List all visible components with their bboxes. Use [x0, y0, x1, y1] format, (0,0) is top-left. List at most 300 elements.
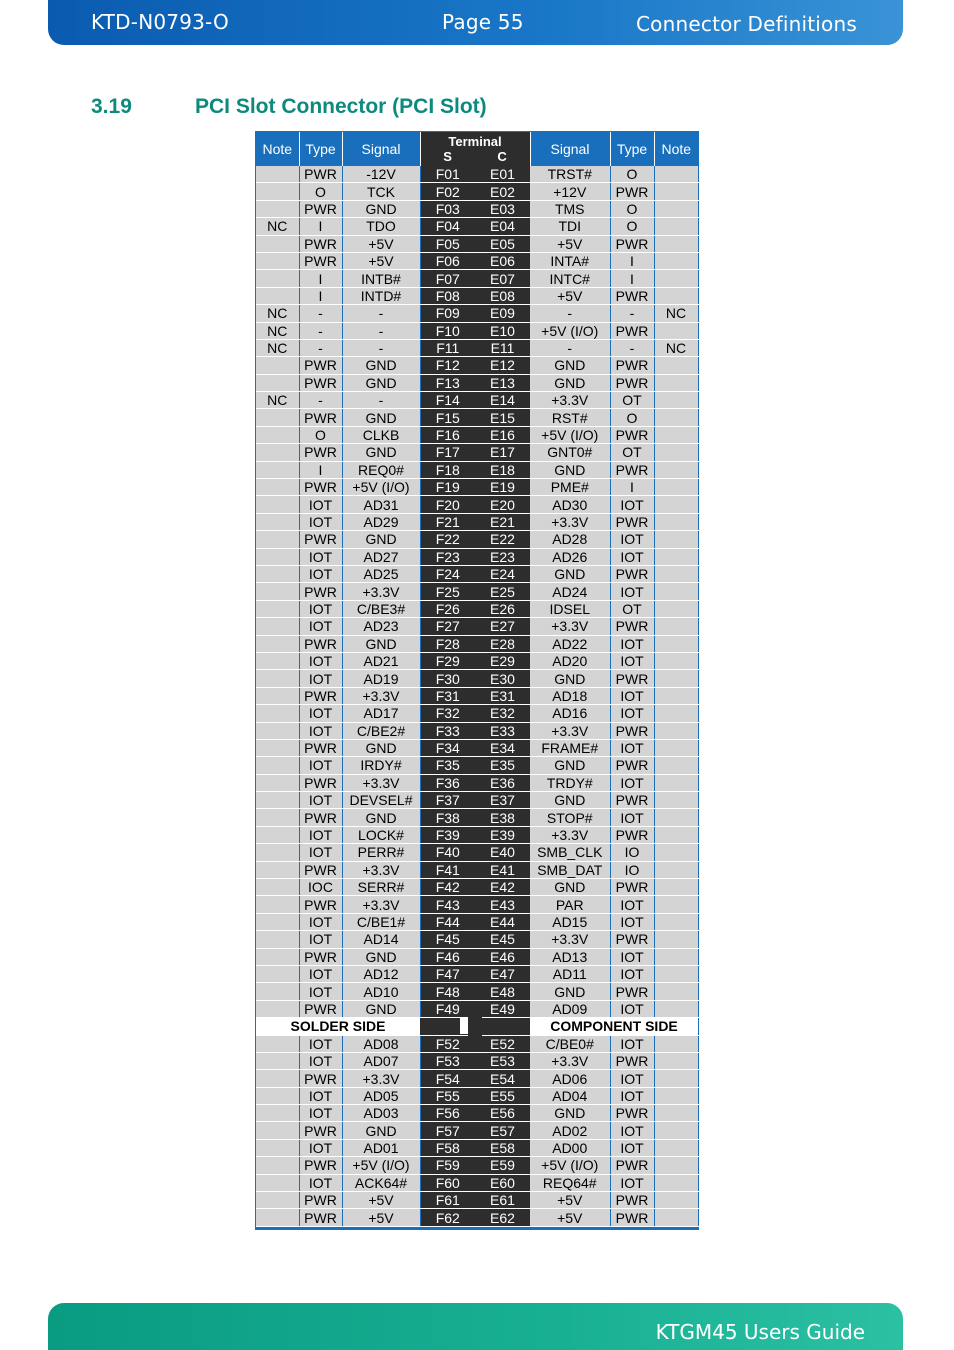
cell-signal-right: TRST#: [530, 166, 610, 183]
cell-note-left: [256, 461, 299, 478]
cell-type-left: PWR: [299, 809, 342, 826]
cell-signal-left: REQ0#: [342, 461, 420, 478]
cell-signal-left: -: [342, 339, 420, 356]
cell-type-left: IOT: [299, 792, 342, 809]
cell-signal-right: PME#: [530, 479, 610, 496]
cell-type-left: PWR: [299, 374, 342, 391]
cell-signal-left: GND: [342, 635, 420, 652]
cell-type-right: IOT: [610, 583, 654, 600]
cell-signal-right: AD24: [530, 583, 610, 600]
cell-signal-right: INTA#: [530, 252, 610, 269]
cell-type-left: IOT: [299, 618, 342, 635]
cell-signal-left: -12V: [342, 166, 420, 183]
cell-terminal-s: F07: [420, 270, 475, 287]
cell-note-left: [256, 1087, 299, 1104]
cell-note-right: NC: [654, 305, 698, 322]
cell-note-left: [256, 531, 299, 548]
table-row: [256, 1052, 698, 1069]
cell-signal-right: +5V (I/O): [530, 1157, 610, 1174]
cell-terminal-c: E46: [475, 948, 530, 965]
cell-signal-right: AD09: [530, 1000, 610, 1017]
table-row: [256, 305, 698, 322]
cell-terminal-c: E16: [475, 426, 530, 443]
cell-type-left: IOT: [299, 1087, 342, 1104]
table-row: [256, 392, 698, 409]
cell-signal-right: SMB_DAT: [530, 861, 610, 878]
cell-note-right: [654, 792, 698, 809]
cell-terminal-c: E56: [475, 1105, 530, 1122]
cell-terminal-s: F26: [420, 600, 475, 617]
section-heading: PCI Slot Connector (PCI Slot): [195, 95, 487, 118]
table-row: [256, 861, 698, 878]
cell-terminal-s: F17: [420, 444, 475, 461]
cell-note-left: [256, 896, 299, 913]
component-side-label: COMPONENT SIDE: [530, 1018, 698, 1035]
cell-terminal-c: E33: [475, 722, 530, 739]
cell-signal-left: +3.3V: [342, 687, 420, 704]
cell-signal-left: GND: [342, 948, 420, 965]
cell-note-left: [256, 757, 299, 774]
cell-note-right: NC: [654, 339, 698, 356]
cell-type-left: IOT: [299, 757, 342, 774]
cell-signal-left: +3.3V: [342, 861, 420, 878]
cell-signal-right: +5V: [530, 1209, 610, 1226]
cell-terminal-s: F32: [420, 705, 475, 722]
cell-terminal-s: F27: [420, 618, 475, 635]
cell-terminal-s: F38: [420, 809, 475, 826]
cell-type-left: PWR: [299, 1157, 342, 1174]
cell-signal-right: TDI: [530, 218, 610, 235]
cell-type-right: O: [610, 166, 654, 183]
table-row: [256, 983, 698, 1000]
pci-pinout-table-frame: [255, 131, 699, 1230]
cell-terminal-s: F60: [420, 1174, 475, 1191]
cell-signal-right: +3.3V: [530, 931, 610, 948]
cell-note-right: [654, 913, 698, 930]
table-row: [256, 409, 698, 426]
cell-type-right: I: [610, 270, 654, 287]
cell-type-left: PWR: [299, 861, 342, 878]
cell-type-right: OT: [610, 392, 654, 409]
cell-type-left: PWR: [299, 1209, 342, 1226]
cell-type-left: IOC: [299, 879, 342, 896]
cell-terminal-c: E45: [475, 931, 530, 948]
cell-type-left: PWR: [299, 252, 342, 269]
cell-type-right: IOT: [610, 1174, 654, 1191]
cell-signal-right: RST#: [530, 409, 610, 426]
cell-type-left: IOT: [299, 652, 342, 669]
cell-note-right: [654, 461, 698, 478]
table-row: [256, 339, 698, 356]
cell-signal-left: AD07: [342, 1052, 420, 1069]
table-row: [256, 1209, 698, 1226]
cell-type-left: PWR: [299, 1122, 342, 1139]
cell-terminal-s: F22: [420, 531, 475, 548]
header-note-right: Note: [654, 132, 698, 166]
cell-signal-left: TDO: [342, 218, 420, 235]
cell-note-left: [256, 496, 299, 513]
cell-terminal-s: F41: [420, 861, 475, 878]
table-row: [256, 426, 698, 443]
cell-signal-right: +12V: [530, 183, 610, 200]
cell-signal-left: AD14: [342, 931, 420, 948]
cell-type-left: IOT: [299, 705, 342, 722]
cell-terminal-c: E53: [475, 1052, 530, 1069]
cell-terminal-c: E57: [475, 1122, 530, 1139]
page-number: Page 55: [442, 10, 524, 34]
cell-terminal-s: F06: [420, 252, 475, 269]
cell-note-right: [654, 392, 698, 409]
cell-note-left: NC: [256, 392, 299, 409]
cell-terminal-c: E15: [475, 409, 530, 426]
cell-terminal-c: E54: [475, 1070, 530, 1087]
cell-terminal-c: E40: [475, 844, 530, 861]
cell-note-left: [256, 670, 299, 687]
table-row: [256, 931, 698, 948]
table-row: [256, 461, 698, 478]
cell-type-right: PWR: [610, 513, 654, 530]
cell-note-right: [654, 235, 698, 252]
cell-signal-right: AD28: [530, 531, 610, 548]
table-header-row: [256, 132, 698, 166]
cell-terminal-s: F14: [420, 392, 475, 409]
cell-signal-left: DEVSEL#: [342, 792, 420, 809]
solder-side-label: SOLDER SIDE: [256, 1018, 420, 1035]
cell-note-right: [654, 252, 698, 269]
cell-type-right: IOT: [610, 1087, 654, 1104]
table-row: [256, 739, 698, 756]
cell-terminal-s: F46: [420, 948, 475, 965]
cell-signal-right: +3.3V: [530, 826, 610, 843]
cell-signal-left: +5V: [342, 1192, 420, 1209]
cell-note-left: [256, 1105, 299, 1122]
cell-note-left: [256, 931, 299, 948]
cell-terminal-s: F31: [420, 687, 475, 704]
cell-note-left: [256, 687, 299, 704]
cell-type-right: OT: [610, 444, 654, 461]
cell-type-left: IOT: [299, 1174, 342, 1191]
header-type-left: Type: [299, 132, 342, 166]
cell-terminal-s: F08: [420, 287, 475, 304]
cell-signal-left: AD27: [342, 548, 420, 565]
cell-signal-right: +3.3V: [530, 722, 610, 739]
cell-type-left: I: [299, 461, 342, 478]
cell-signal-right: GND: [530, 879, 610, 896]
document-id: KTD-N0793-O: [91, 10, 229, 34]
cell-terminal-s: F13: [420, 374, 475, 391]
cell-signal-right: GND: [530, 792, 610, 809]
cell-type-left: PWR: [299, 635, 342, 652]
cell-signal-right: +3.3V: [530, 1052, 610, 1069]
cell-note-right: [654, 1192, 698, 1209]
cell-signal-right: +5V (I/O): [530, 426, 610, 443]
table-row: [256, 218, 698, 235]
cell-note-left: [256, 1052, 299, 1069]
cell-terminal-c: E23: [475, 548, 530, 565]
cell-note-right: [654, 1070, 698, 1087]
table-row: [256, 565, 698, 582]
cell-terminal-s: F19: [420, 479, 475, 496]
cell-note-right: [654, 1035, 698, 1052]
cell-note-right: [654, 218, 698, 235]
table-row: [256, 896, 698, 913]
cell-signal-right: AD02: [530, 1122, 610, 1139]
cell-type-left: IOT: [299, 1105, 342, 1122]
cell-signal-left: ACK64#: [342, 1174, 420, 1191]
cell-type-right: IOT: [610, 496, 654, 513]
cell-terminal-s: F42: [420, 879, 475, 896]
cell-terminal-s: F12: [420, 357, 475, 374]
cell-type-left: I: [299, 270, 342, 287]
cell-note-right: [654, 826, 698, 843]
cell-signal-right: GND: [530, 983, 610, 1000]
cell-terminal-s: F01: [420, 166, 475, 183]
table-row: [256, 200, 698, 217]
cell-note-right: [654, 1139, 698, 1156]
cell-terminal-s: F05: [420, 235, 475, 252]
cell-type-right: IOT: [610, 1139, 654, 1156]
header-note-left: Note: [256, 132, 299, 166]
cell-signal-left: +5V: [342, 1209, 420, 1226]
cell-signal-right: AD26: [530, 548, 610, 565]
cell-note-right: [654, 1122, 698, 1139]
cell-type-right: PWR: [610, 287, 654, 304]
cell-note-left: [256, 705, 299, 722]
cell-type-right: O: [610, 218, 654, 235]
cell-terminal-s: F29: [420, 652, 475, 669]
cell-terminal-c: E19: [475, 479, 530, 496]
cell-type-right: PWR: [610, 565, 654, 582]
side-label-row: [256, 1018, 698, 1035]
cell-note-left: [256, 183, 299, 200]
cell-type-right: IO: [610, 844, 654, 861]
cell-terminal-s: F20: [420, 496, 475, 513]
cell-terminal-s: F28: [420, 635, 475, 652]
cell-type-right: I: [610, 479, 654, 496]
cell-signal-left: GND: [342, 531, 420, 548]
cell-signal-left: +5V (I/O): [342, 1157, 420, 1174]
cell-note-left: [256, 548, 299, 565]
cell-type-left: -: [299, 305, 342, 322]
key-gap-left: [420, 1018, 475, 1035]
cell-terminal-s: F39: [420, 826, 475, 843]
page-header: [48, 0, 903, 45]
cell-note-left: NC: [256, 339, 299, 356]
section-name: Connector Definitions: [636, 12, 857, 36]
cell-type-left: IOT: [299, 1035, 342, 1052]
table-row: [256, 652, 698, 669]
cell-terminal-c: E60: [475, 1174, 530, 1191]
cell-note-left: [256, 409, 299, 426]
cell-note-right: [654, 809, 698, 826]
cell-terminal-s: F57: [420, 1122, 475, 1139]
cell-type-left: PWR: [299, 531, 342, 548]
cell-note-left: [256, 965, 299, 982]
cell-terminal-c: E07: [475, 270, 530, 287]
cell-type-right: IOT: [610, 896, 654, 913]
cell-signal-left: AD31: [342, 496, 420, 513]
cell-signal-left: +3.3V: [342, 774, 420, 791]
cell-signal-right: +3.3V: [530, 513, 610, 530]
table-row: [256, 513, 698, 530]
cell-terminal-s: F56: [420, 1105, 475, 1122]
page-footer: [48, 1303, 903, 1350]
table-row: [256, 844, 698, 861]
cell-note-right: [654, 513, 698, 530]
cell-note-left: [256, 913, 299, 930]
cell-terminal-s: F23: [420, 548, 475, 565]
cell-signal-left: AD01: [342, 1139, 420, 1156]
cell-terminal-s: F40: [420, 844, 475, 861]
cell-type-left: IOT: [299, 983, 342, 1000]
cell-signal-right: AD15: [530, 913, 610, 930]
cell-note-left: [256, 426, 299, 443]
cell-type-left: -: [299, 392, 342, 409]
cell-terminal-c: E41: [475, 861, 530, 878]
cell-note-left: [256, 444, 299, 461]
cell-type-right: PWR: [610, 879, 654, 896]
table-row: [256, 965, 698, 982]
cell-note-left: [256, 166, 299, 183]
cell-type-left: IOT: [299, 670, 342, 687]
cell-note-left: NC: [256, 322, 299, 339]
cell-note-right: [654, 670, 698, 687]
cell-note-left: [256, 200, 299, 217]
cell-terminal-s: F61: [420, 1192, 475, 1209]
table-row: [256, 948, 698, 965]
cell-signal-right: AD20: [530, 652, 610, 669]
cell-signal-right: GND: [530, 565, 610, 582]
cell-signal-left: GND: [342, 200, 420, 217]
cell-signal-right: AD22: [530, 635, 610, 652]
cell-signal-left: IRDY#: [342, 757, 420, 774]
cell-note-right: [654, 774, 698, 791]
table-row: [256, 635, 698, 652]
table-row: [256, 357, 698, 374]
header-type-right: Type: [610, 132, 654, 166]
table-row: [256, 826, 698, 843]
cell-terminal-c: E58: [475, 1139, 530, 1156]
cell-type-right: PWR: [610, 1157, 654, 1174]
cell-terminal-c: E34: [475, 739, 530, 756]
cell-note-left: [256, 618, 299, 635]
table-row: [256, 1157, 698, 1174]
cell-note-right: [654, 183, 698, 200]
cell-signal-left: +5V: [342, 235, 420, 252]
cell-type-left: PWR: [299, 583, 342, 600]
cell-type-right: PWR: [610, 826, 654, 843]
cell-type-right: IOT: [610, 1122, 654, 1139]
cell-terminal-c: E31: [475, 687, 530, 704]
cell-note-right: [654, 635, 698, 652]
cell-signal-left: AD25: [342, 565, 420, 582]
cell-type-left: PWR: [299, 200, 342, 217]
cell-signal-right: GND: [530, 357, 610, 374]
cell-note-left: [256, 1174, 299, 1191]
cell-signal-right: -: [530, 339, 610, 356]
cell-signal-left: GND: [342, 374, 420, 391]
cell-terminal-s: F34: [420, 739, 475, 756]
cell-type-right: PWR: [610, 1192, 654, 1209]
cell-note-right: [654, 444, 698, 461]
table-row: [256, 879, 698, 896]
cell-type-right: PWR: [610, 983, 654, 1000]
table-row: [256, 444, 698, 461]
cell-terminal-s: F62: [420, 1209, 475, 1226]
cell-type-right: PWR: [610, 670, 654, 687]
cell-note-right: [654, 722, 698, 739]
cell-signal-left: AD23: [342, 618, 420, 635]
cell-note-left: [256, 774, 299, 791]
cell-terminal-c: E05: [475, 235, 530, 252]
cell-note-left: [256, 565, 299, 582]
cell-terminal-c: E06: [475, 252, 530, 269]
cell-type-right: IOT: [610, 948, 654, 965]
cell-type-right: OT: [610, 600, 654, 617]
cell-terminal-c: E26: [475, 600, 530, 617]
cell-type-right: PWR: [610, 322, 654, 339]
cell-type-right: IOT: [610, 774, 654, 791]
cell-note-left: [256, 1192, 299, 1209]
cell-type-right: PWR: [610, 183, 654, 200]
cell-note-left: [256, 1035, 299, 1052]
cell-note-left: [256, 235, 299, 252]
cell-terminal-s: F53: [420, 1052, 475, 1069]
cell-signal-right: GND: [530, 670, 610, 687]
cell-signal-left: AD12: [342, 965, 420, 982]
table-row: [256, 809, 698, 826]
cell-type-left: O: [299, 183, 342, 200]
cell-terminal-c: E43: [475, 896, 530, 913]
cell-terminal-c: E03: [475, 200, 530, 217]
cell-note-left: [256, 287, 299, 304]
cell-signal-right: AD06: [530, 1070, 610, 1087]
cell-terminal-c: E36: [475, 774, 530, 791]
cell-terminal-s: F44: [420, 913, 475, 930]
cell-type-left: IOT: [299, 496, 342, 513]
cell-signal-right: +3.3V: [530, 392, 610, 409]
cell-note-right: [654, 1174, 698, 1191]
table-row: [256, 322, 698, 339]
cell-signal-right: AD11: [530, 965, 610, 982]
cell-type-right: IOT: [610, 1035, 654, 1052]
cell-terminal-c: E21: [475, 513, 530, 530]
cell-type-right: PWR: [610, 757, 654, 774]
cell-type-right: IOT: [610, 1000, 654, 1017]
cell-note-right: [654, 357, 698, 374]
table-row: [256, 479, 698, 496]
cell-type-left: IOT: [299, 513, 342, 530]
cell-type-right: IOT: [610, 739, 654, 756]
cell-signal-left: AD05: [342, 1087, 420, 1104]
pci-pinout-table: [256, 132, 699, 1227]
cell-terminal-s: F15: [420, 409, 475, 426]
cell-note-right: [654, 965, 698, 982]
cell-type-left: IOT: [299, 931, 342, 948]
cell-terminal-c: E11: [475, 339, 530, 356]
cell-terminal-s: F55: [420, 1087, 475, 1104]
table-row: [256, 670, 698, 687]
cell-terminal-s: F52: [420, 1035, 475, 1052]
cell-terminal-s: F35: [420, 757, 475, 774]
cell-type-left: IOT: [299, 548, 342, 565]
cell-note-left: [256, 600, 299, 617]
cell-signal-left: +5V (I/O): [342, 479, 420, 496]
cell-signal-left: +3.3V: [342, 1070, 420, 1087]
table-row: [256, 583, 698, 600]
cell-note-right: [654, 1087, 698, 1104]
cell-type-right: IOT: [610, 635, 654, 652]
